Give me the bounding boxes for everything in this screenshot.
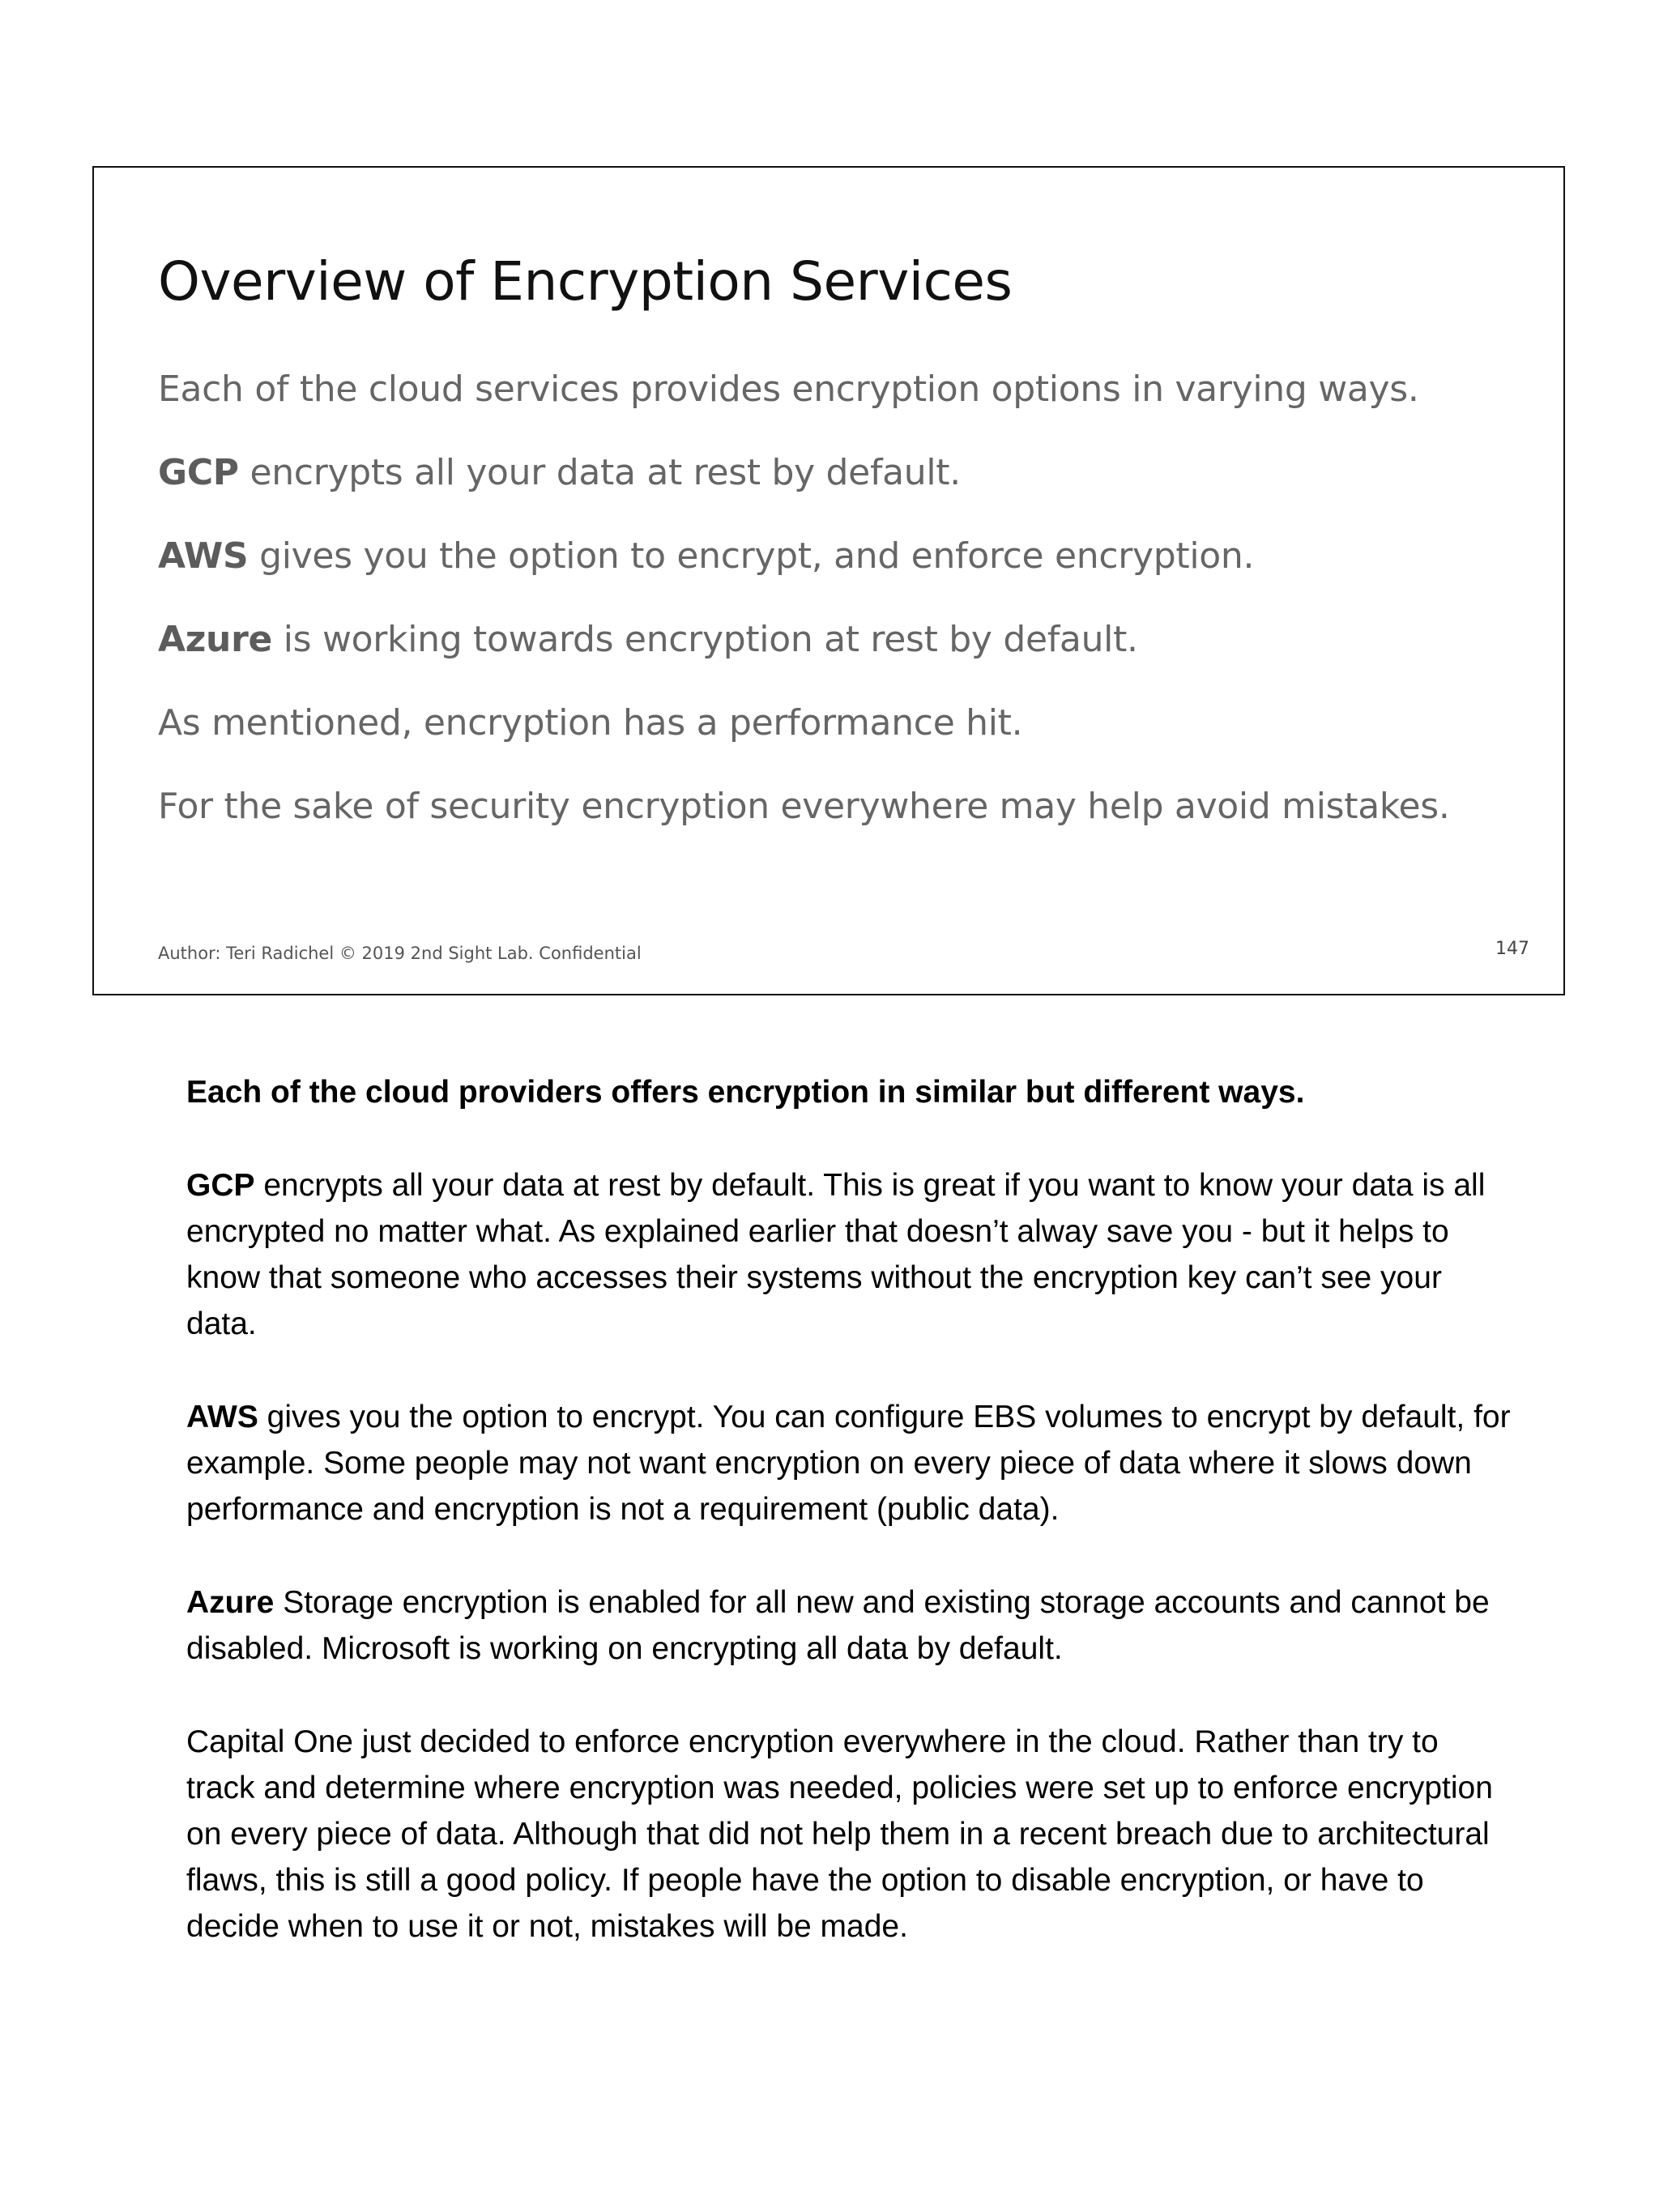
slide-bullet-list [158,367,1450,867]
notes-azure-paragraph [186,1579,1515,1672]
slide-bullet [158,701,1450,784]
bullet-text: encrypts all your data at rest by default. [238,452,961,493]
notes-aws-paragraph [186,1394,1515,1532]
slide-bullet [158,534,1450,617]
slide-bullet [158,450,1450,534]
notes-azure-text: Storage encryption is enabled for all new and existing storage accounts and cannot be disabled. Microsoft is working on encrypting all data by default. [186,1585,1490,1666]
bullet-text: Each of the cloud services provides encryption options in varying ways. [158,369,1419,410]
slide-bullet [158,617,1450,701]
bullet-bold: GCP [158,452,239,493]
slide [92,166,1565,995]
bullet-text: As mentioned, encryption has a performance hit. [158,702,1023,744]
notes-gcp-label: GCP [186,1168,255,1203]
notes-gcp-paragraph [186,1162,1515,1347]
notes-aws-label: AWS [186,1400,258,1434]
bullet-text: For the sake of security encryption everywhere may help avoid mistakes. [158,786,1450,827]
slide-bullet [158,784,1450,867]
notes-capital-one-paragraph: Capital One just decided to enforce encryption everywhere in the cloud. Rather than try to track and determine where encryption was needed, policies were set up to enforce encryption on every piece of data. Although that did not help them in a recent breach due to architectural flaws, this is still a good policy. If people have the option to disable encryption, or have to decide when to use it or not, mistakes will be made. [186,1724,1493,1944]
bullet-text: gives you the option to encrypt, and enforce encryption. [248,535,1255,577]
bullet-bold: AWS [158,535,249,577]
slide-footer: Author: Teri Radichel © 2019 2nd Sight Lab. Confidential [158,944,642,963]
slide-bullet [158,367,1450,450]
slide-page-number: 147 [1495,939,1529,959]
bullet-text: is working towards encryption at rest by default. [272,619,1138,660]
notes-aws-text: gives you the option to encrypt. You can configure EBS volumes to encrypt by default, for example. Some people may not want encryption on every piece of data where it slows down performance and encryption is not a requirement (public data). [186,1400,1511,1527]
bullet-bold: Azure [158,619,273,660]
notes-intro: Each of the cloud providers offers encryption in similar but different ways. [186,1075,1305,1110]
notes-azure-label: Azure [186,1585,275,1620]
notes-gcp-text: encrypts all your data at rest by default. This is great if you want to know your data is all encrypted no matter what. As explained earlier that doesn’t alway save you - but it helps to know that someone who accesses their systems without the encryption key can’t see your data. [186,1168,1486,1341]
slide-title: Overview of Encryption Services [158,250,1013,313]
speaker-notes [186,1069,1515,1997]
